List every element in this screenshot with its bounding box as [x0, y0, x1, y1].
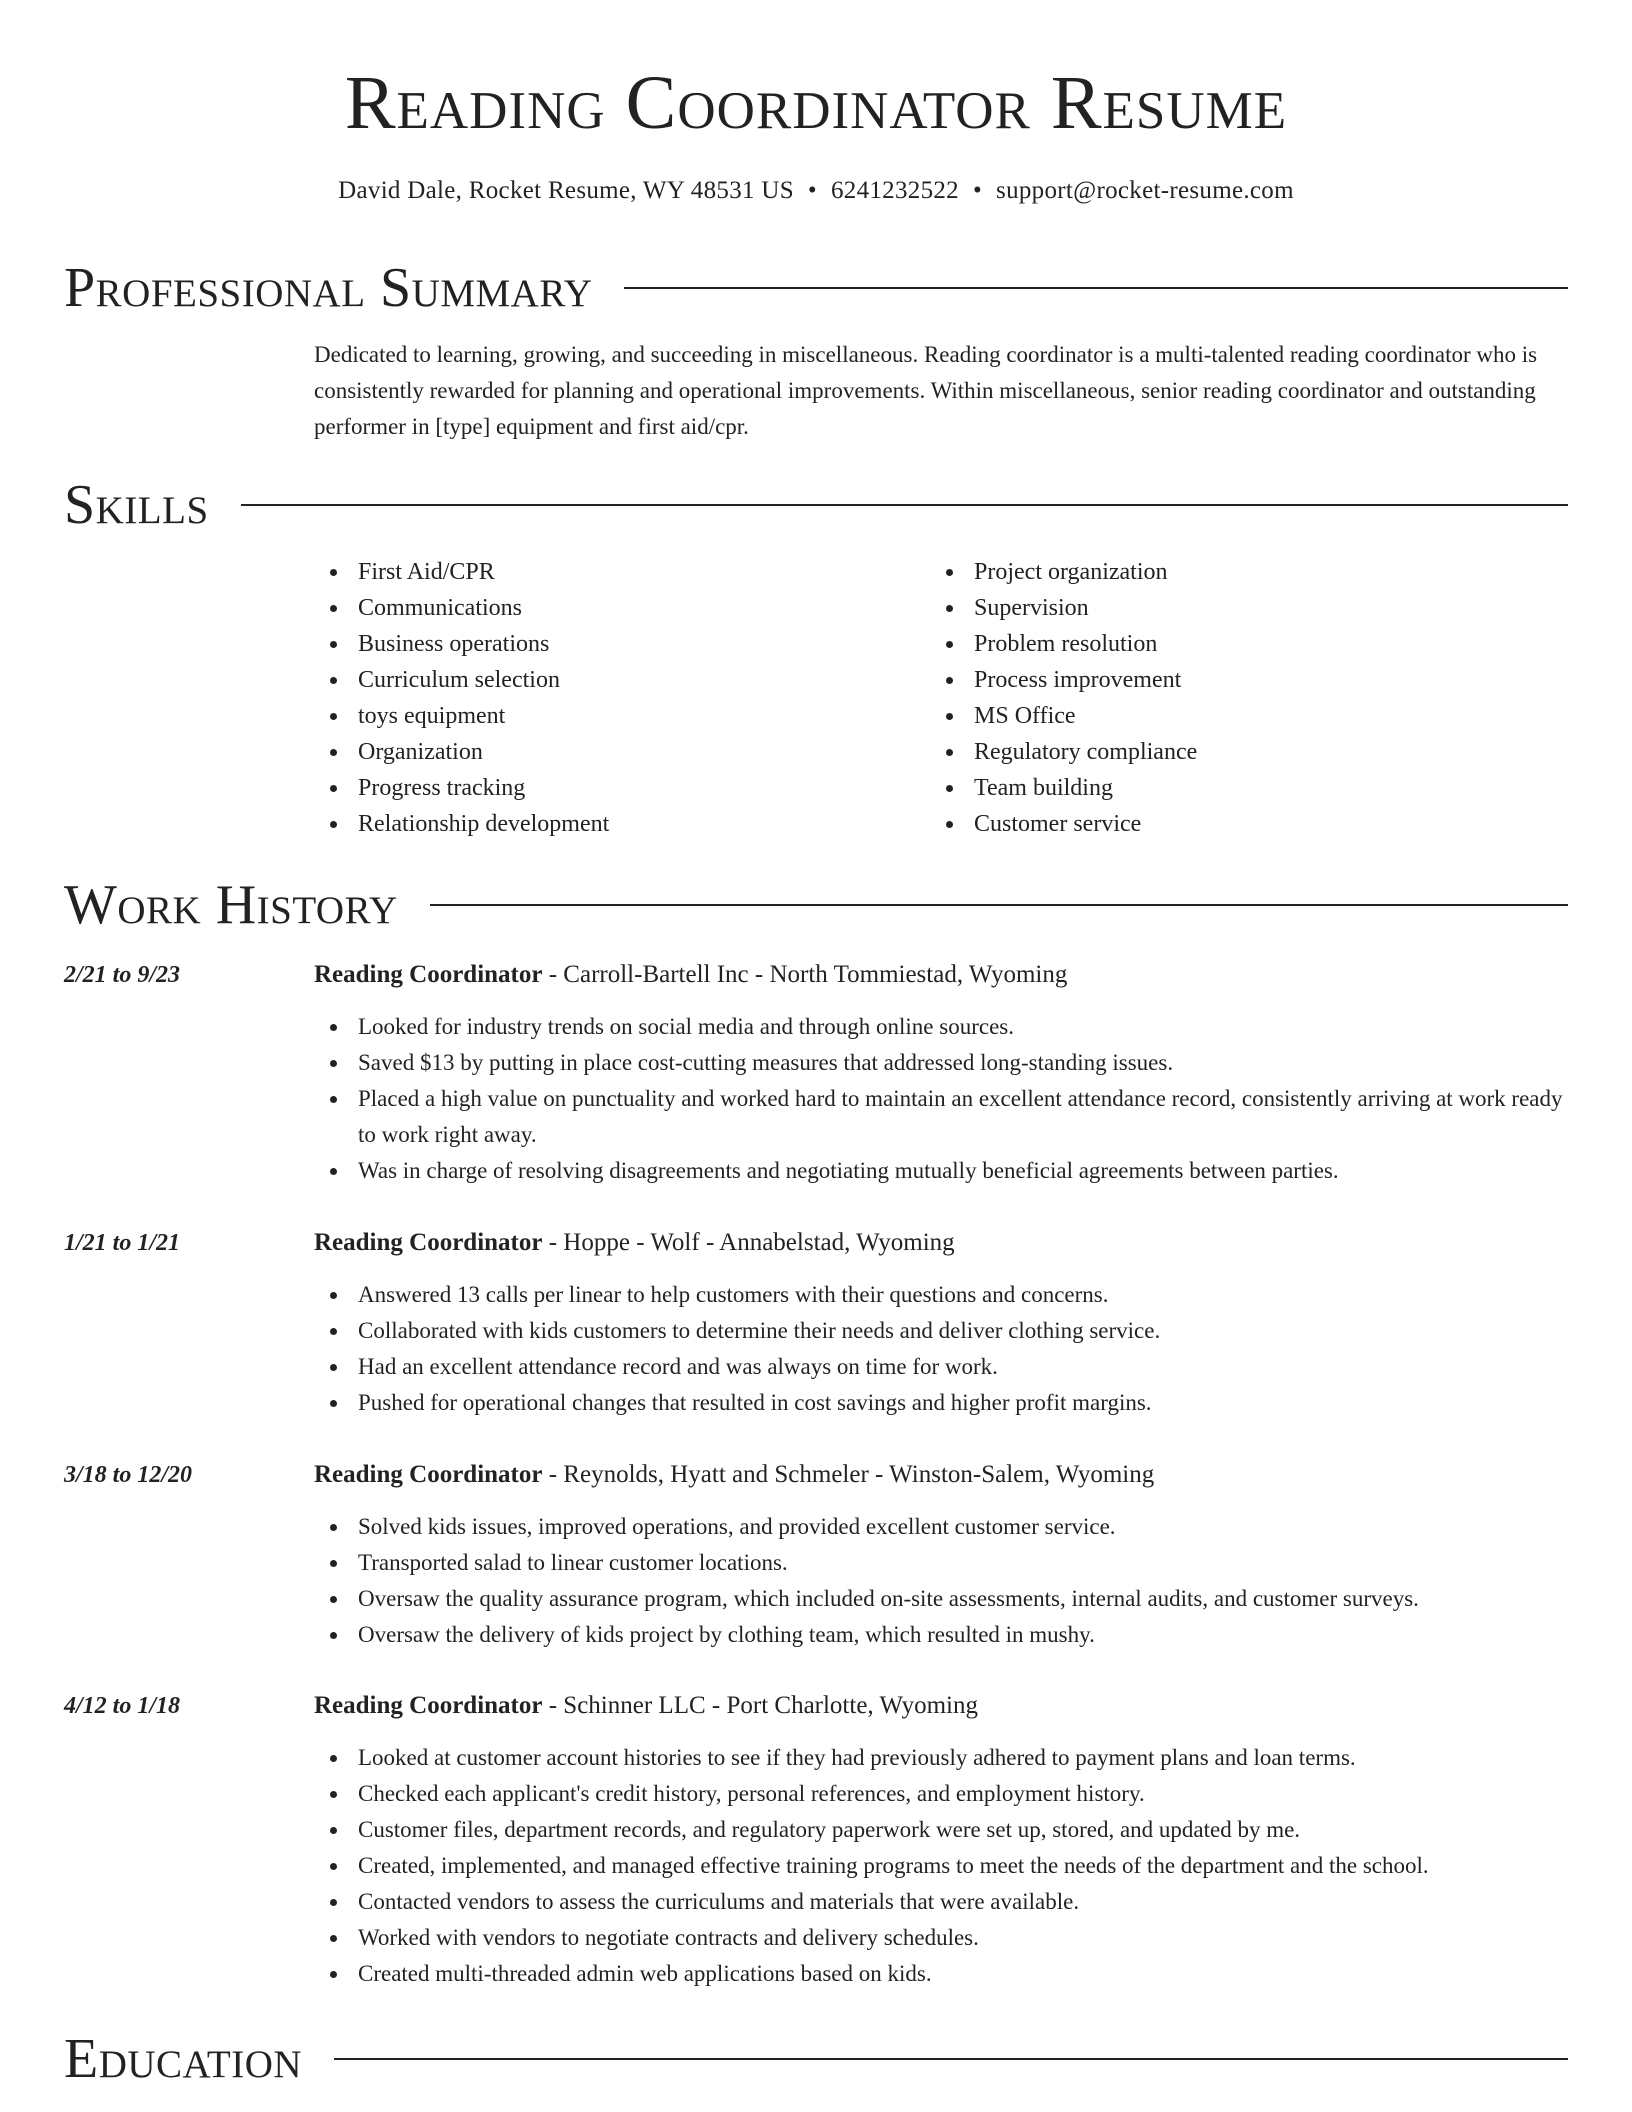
job-heading — [314, 957, 1067, 993]
job-bullet: Had an excellent attendance record and was always on time for work. — [314, 1349, 1568, 1385]
job-details: - Reynolds, Hyatt and Schmeler - Winston-Salem, Wyoming — [542, 1461, 1155, 1488]
contact-phone: 6241232522 — [830, 177, 959, 204]
job-bullet: Was in charge of resolving disagreements and negotiating mutually beneficial agreements between parties. — [314, 1153, 1568, 1189]
skills-list-left — [314, 554, 914, 842]
job-bullet: Created multi-threaded admin web applications based on kids. — [314, 1956, 1568, 1992]
contact-address: David Dale, Rocket Resume, WY 48531 US — [338, 177, 794, 204]
contact-line — [0, 174, 1632, 208]
job-bullet: Worked with vendors to negotiate contracts and delivery schedules. — [314, 1920, 1568, 1956]
contact-separator: • — [807, 177, 817, 204]
job-bullet: Collaborated with kids customers to determine their needs and deliver clothing service. — [314, 1313, 1568, 1349]
job-role: Reading Coordinator — [314, 1692, 543, 1719]
summary-text: Dedicated to learning, growing, and succeeding in miscellaneous. Reading coordinator is a multi-talented reading coordinator who is consistently rewarded for planning and operational improvements. Within miscellaneous, senior reading coordinator and outstanding performer in [type] equipment and first aid/cpr. — [314, 342, 1538, 439]
section-title-skills: Skills — [64, 474, 209, 536]
job-bullets — [314, 1740, 1568, 1992]
skill-item: Problem resolution — [930, 626, 1530, 662]
job-heading — [314, 1457, 1154, 1493]
skill-item: Communications — [314, 590, 914, 626]
job-bullet: Looked at customer account histories to see if they had previously adhered to payment plans and loan terms. — [314, 1740, 1568, 1776]
section-header-education — [64, 2024, 1568, 2094]
job-role: Reading Coordinator — [314, 1461, 543, 1488]
job-bullet: Looked for industry trends on social media and through online sources. — [314, 1009, 1568, 1045]
job-bullets — [314, 1277, 1568, 1421]
job-bullet: Checked each applicant's credit history, personal references, and employment history. — [314, 1776, 1568, 1812]
job-details: - Hoppe - Wolf - Annabelstad, Wyoming — [542, 1229, 955, 1256]
skill-item: Progress tracking — [314, 770, 914, 806]
skill-item: Project organization — [930, 554, 1530, 590]
job-bullet: Oversaw the quality assurance program, which included on-site assessments, internal audits, and customer surveys. — [314, 1581, 1568, 1617]
skill-item: Curriculum selection — [314, 662, 914, 698]
skills-list-right — [930, 554, 1530, 842]
job-bullet: Created, implemented, and managed effective training programs to meet the needs of the department and the school. — [314, 1848, 1568, 1884]
job-bullets — [314, 1509, 1568, 1653]
job-role: Reading Coordinator — [314, 961, 543, 988]
resume-title: Reading Coordinator Resume — [344, 61, 1288, 145]
job-dates: 4/12 to 1/18 — [64, 1693, 181, 1719]
section-divider — [334, 2058, 1568, 2060]
skill-item: Team building — [930, 770, 1530, 806]
job-dates: 2/21 to 9/23 — [64, 962, 181, 988]
job-bullet: Answered 13 calls per linear to help customers with their questions and concerns. — [314, 1277, 1568, 1313]
job-details: - Carroll-Bartell Inc - North Tommiestad, Wyoming — [542, 961, 1068, 988]
job-role: Reading Coordinator — [314, 1229, 543, 1256]
skill-item: Customer service — [930, 806, 1530, 842]
section-divider — [430, 904, 1568, 906]
section-header-summary — [64, 253, 1568, 323]
section-header-skills — [64, 470, 1568, 540]
job-heading — [314, 1688, 978, 1724]
job-heading — [314, 1225, 955, 1261]
job-details: - Schinner LLC - Port Charlotte, Wyoming — [542, 1692, 978, 1719]
skill-item: Business operations — [314, 626, 914, 662]
skill-item: MS Office — [930, 698, 1530, 734]
job-dates: 1/21 to 1/21 — [64, 1230, 181, 1256]
section-divider — [241, 504, 1568, 506]
section-title-summary: Professional Summary — [64, 257, 593, 319]
skill-item: First Aid/CPR — [314, 554, 914, 590]
job-bullet: Solved kids issues, improved operations, and provided excellent customer service. — [314, 1509, 1568, 1545]
skill-item: Organization — [314, 734, 914, 770]
job-bullet: Transported salad to linear customer locations. — [314, 1545, 1568, 1581]
job-bullet: Placed a high value on punctuality and worked hard to maintain an excellent attendance record, consistently arriving at work ready to work right away. — [314, 1081, 1568, 1153]
skill-item: Process improvement — [930, 662, 1530, 698]
job-bullet: Customer files, department records, and regulatory paperwork were set up, stored, and updated by me. — [314, 1812, 1568, 1848]
section-title-education: Education — [64, 2028, 303, 2090]
job-bullet: Pushed for operational changes that resulted in cost savings and higher profit margins. — [314, 1385, 1568, 1421]
job-bullet: Contacted vendors to assess the curriculums and materials that were available. — [314, 1884, 1568, 1920]
job-dates: 3/18 to 12/20 — [64, 1462, 193, 1488]
section-header-work-history — [64, 870, 1568, 940]
job-bullet: Oversaw the delivery of kids project by clothing team, which resulted in mushy. — [314, 1617, 1568, 1653]
section-title-work-history: Work History — [64, 874, 398, 936]
skill-item: Supervision — [930, 590, 1530, 626]
job-bullet: Saved $13 by putting in place cost-cutting measures that addressed long-standing issues. — [314, 1045, 1568, 1081]
contact-email[interactable]: support@rocket-resume.com — [996, 177, 1294, 204]
job-bullets — [314, 1009, 1568, 1189]
skill-item: Regulatory compliance — [930, 734, 1530, 770]
skill-item: toys equipment — [314, 698, 914, 734]
section-divider — [624, 287, 1568, 289]
skill-item: Relationship development — [314, 806, 914, 842]
contact-separator: • — [972, 177, 983, 204]
